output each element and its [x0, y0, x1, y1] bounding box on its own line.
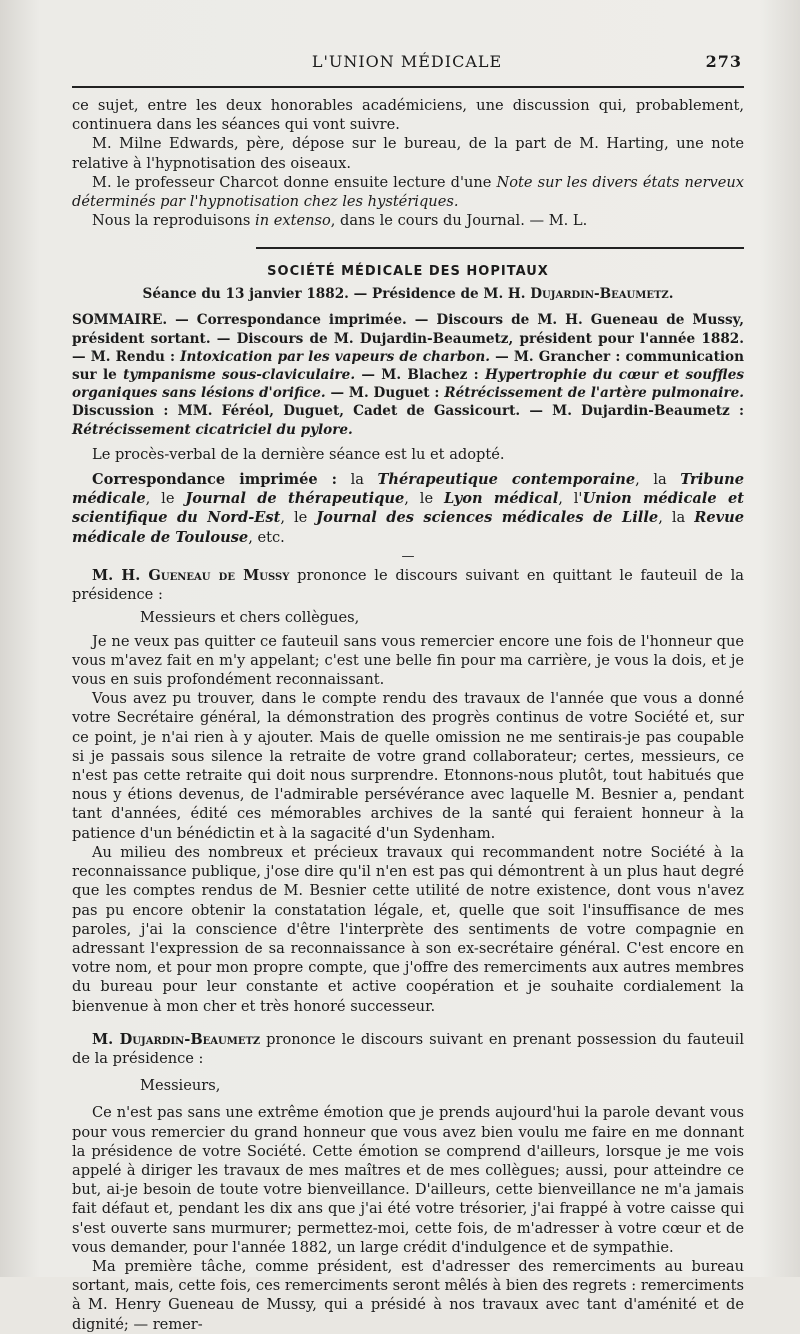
president-name: Dujardin-Beaumetz. — [530, 286, 674, 303]
journal-3: Journal de thérapeutique — [185, 490, 405, 508]
intro-block — [72, 96, 744, 230]
sommaire-text-2: — M. Grancher : communication sur le — [72, 348, 744, 384]
correspondance-label: Correspondance imprimée : — [92, 471, 338, 489]
sommaire-topic-4: Rétrécissement de l'artère pulmonaire. — [444, 385, 745, 402]
section-rule — [256, 247, 744, 249]
reproduction-note — [72, 211, 744, 230]
dujardin-paragraph-1: Ce n'est pas sans une extrême émotion que je prends aujourd'hui la parole devant vous pour vous remercier du grand honneur que vous avez bien voulu me faire en me donnant la présidence de votre Société. Cette émotion se comprend d'ailleurs, lorsque je me vois appelé à diriger les travaux de mes maîtres et de mes collègues; aussi, pour atteindre ce but, ai-je besoin de toute votre bienveillance. D'ailleurs, cette bienveillance ne m'a jamais fait défaut et, pendant les dix ans que j'ai été votre trésorier, j'ai frappé à votre caisse qui s'est ouverte sans murmurer; permettez-moi, cette fois, de m'adresser à votre cœur et de vous demander, pour l'année 1882, un large crédit d'indulgence et de sympathie. — [72, 1104, 744, 1256]
journal-7: Revue médicale de Toulouse — [72, 509, 744, 546]
dujardin-intro — [72, 1030, 744, 1068]
c-sep-7: , la — [658, 509, 695, 527]
journal-6: Journal des sciences médicales de Lille — [316, 509, 659, 527]
society-block — [72, 262, 744, 1334]
sommaire-topic-3: Hypertrophie du cœur et souffles organiques sans lésions d'orifice. — [72, 367, 745, 402]
speaker-name: M. H. Gueneau de Mussy — [92, 567, 290, 585]
intro-paragraph-1: ce sujet, entre les deux honorables académiciens, une discussion qui, probablement, continuera dans les séances qui vont suivre. — [72, 97, 744, 134]
sommaire-text-4: — M. Duguet : — [325, 385, 445, 402]
charcot-note-title: Note sur les divers états nerveux déterminés par l'hypnotisation chez les hystériques. — [72, 173, 745, 211]
c-sep-3: , le — [145, 490, 186, 508]
separator-dash: — — [401, 548, 415, 564]
gueneau-paragraph-1: Je ne veux pas quitter ce fauteuil sans vous remercier encore une fois de l'honneur que vous m'avez fait en m'y appelant; c'est une belle fin pour ma carrière, je vous la dois, et je vous en suis profondément reconnaissant. — [72, 632, 744, 689]
c-sep-5: , l' — [558, 490, 583, 508]
section-title: SOCIÉTÉ MÉDICALE DES HOPITAUX — [267, 264, 549, 279]
sommaire-text-1: — Correspondance imprimée. — Discours de M. H. Gueneau de Mussy, président sortant. — Discours de M. Dujardin-Beaumetz, président pour l'année 1882. — M. Rendu : — [72, 312, 744, 365]
charcot-text: M. le professeur Charcot donne ensuite lecture d'une — [92, 173, 497, 191]
journal-5: Union médicale et scientifique du Nord-Est — [72, 490, 744, 527]
sommaire-topic-1: Intoxication par les vapeurs de charbon. — [180, 348, 491, 365]
journal-title: L'UNION MÉDICALE — [311, 52, 503, 71]
c-sep-1: la — [337, 471, 378, 489]
header-rule — [72, 86, 744, 88]
repro-text: Nous la reproduisons — [92, 212, 256, 230]
repro-text-end: , dans le cours du Journal. — M. L. — [330, 212, 588, 230]
sommaire-label: SOMMAIRE. — [72, 312, 168, 329]
gueneau-salutation: Messieurs et chers collègues, — [140, 609, 360, 627]
charcot-paragraph — [72, 173, 744, 211]
gueneau-paragraph-2: Vous avez pu trouver, dans le compte rendu des travaux de l'année que vous a donné votre Secrétaire général, la démonstration des progrès continus de votre Société et, sur ce point, je n'ai rien à y ajouter. Mais de quelle omission ne me sentirais-je pas coupable si je passais sous silence la retraite de votre grand collaborateur; certes, messieurs, ce n'est pas cette retraite qui doit nous surprendre. Etonnons-nous plutôt, tout habitués que nous y étions devenus, de l'admirable persévérance avec laquelle M. Besnier a, pendant tant d'années, édité ces mémorables archives de la santé qui feraient honneur à la patience d'un bénédictin et à la sagacité d'un Sydenham. — [72, 690, 744, 842]
speaker-name-2: M. Dujardin-Beaumetz — [92, 1030, 261, 1048]
gueneau-intro — [72, 566, 744, 604]
dujardin-intro-text: prononce le discours suivant en prenant possession du fauteuil de la présidence : — [72, 1030, 744, 1067]
correspondance-paragraph — [72, 470, 744, 547]
c-sep-8: , etc. — [248, 528, 285, 546]
proces-verbal: Le procès-verbal de la dernière séance est lu et adopté. — [92, 445, 505, 463]
gueneau-intro-text: prononce le discours suivant en quittant le fauteuil de la présidence : — [72, 567, 744, 604]
sommaire-text-3: — M. Blachez : — [355, 367, 485, 384]
journal-1: Thérapeutique contemporaine — [377, 471, 636, 489]
intro-paragraph-2: M. Milne Edwards, père, dépose sur le bureau, de la part de M. Harting, une note relative à l'hypnotisation des oiseaux. — [72, 135, 744, 172]
session-text: Séance du 13 janvier 1882. — Présidence de M. H. — [142, 286, 531, 303]
journal-2: Tribune médicale — [72, 471, 744, 508]
dujardin-paragraph-2: Ma première tâche, comme président, est d'adresser des remerciments au bureau sortant, mais, cette fois, ces remerciments seront mêlés à bien des regrets : remerciments à M. Henry Gueneau de Mussy, qui a présidé à nos travaux avec tant d'aménité et de dignité; — remer- — [72, 1257, 744, 1333]
page-number: 273 — [705, 52, 742, 71]
session-line — [72, 285, 744, 303]
sommaire — [72, 311, 744, 438]
dujardin-salutation: Messieurs, — [140, 1077, 221, 1095]
c-sep-2: , la — [635, 471, 681, 489]
sommaire-topic-5: Rétrécissement cicatriciel du pylore. — [72, 421, 353, 438]
journal-4: Lyon médical — [444, 490, 559, 508]
c-sep-4: , le — [404, 490, 444, 508]
gueneau-paragraph-3: Au milieu des nombreux et précieux travaux qui recommandent notre Société à la reconnaissance publique, j'ose dire qu'il n'en est pas qui démontrent à un plus haut degré que les comptes rendus de M. Besnier cette utilité de notre existence, dont vous n'avez pas pu encore obtenir la constatation légale, et, quelle que soit l'insuffisance de mes paroles, j'ai la conscience d'être l'interprète des sentiments de votre compagnie en adressant l'expression de sa reconnaissance à son ex-secrétaire général. C'est encore en votre nom, et pour mon propre compte, que j'offre des remerciments aux autres membres du bureau pour leur constante et active coopération et je souhaite cordialement la bienvenue à mon cher et très honoré successeur. — [72, 843, 744, 1015]
sommaire-text-5: Discussion : MM. Féréol, Duguet, Cadet de Gassicourt. — M. Dujardin-Beaumetz : — [72, 403, 744, 420]
repro-italic: in extenso — [255, 212, 331, 230]
running-header — [72, 52, 742, 76]
c-sep-6: , le — [280, 509, 317, 527]
sommaire-topic-2: tympanisme sous-claviculaire. — [123, 367, 356, 384]
